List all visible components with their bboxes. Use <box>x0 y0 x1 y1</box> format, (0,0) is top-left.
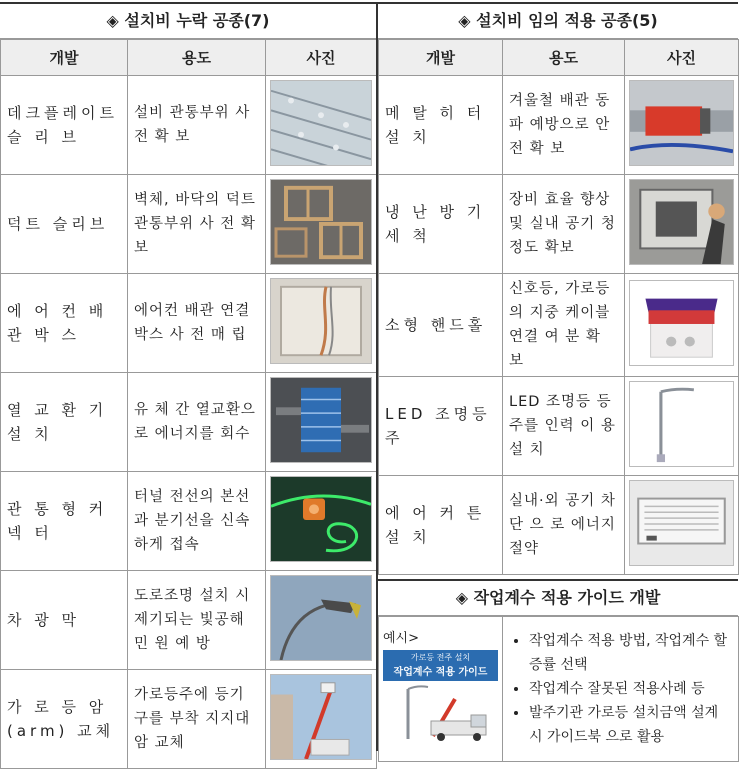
panel-divider <box>376 2 378 751</box>
handhole-photo <box>629 280 734 366</box>
use-cell: 장비 효율 향상 및 실내 공기 청정도 확보 <box>503 175 625 274</box>
photo-cell <box>266 472 377 571</box>
dev-cell: 가 로 등 암(arm) 교체 <box>1 670 128 769</box>
table-row <box>1 373 377 472</box>
table-row <box>379 76 739 175</box>
guide-bullet-list <box>511 629 730 749</box>
dev-cell: 냉 난 방 기 세 척 <box>379 175 503 274</box>
photo-cell <box>625 175 739 274</box>
photo-cell <box>266 76 377 175</box>
guide-illustration <box>383 681 499 743</box>
arm-replace-photo <box>270 674 372 760</box>
table-row <box>1 472 377 571</box>
col-header-use: 용도 <box>503 40 625 76</box>
photo-cell <box>625 76 739 175</box>
col-header-photo: 사진 <box>625 40 739 76</box>
col-header-dev: 개발 <box>379 40 503 76</box>
use-cell: 도로조명 설치 시 제기되는 빛공해 민 원 예 방 <box>128 571 266 670</box>
table-row <box>379 274 739 377</box>
use-cell: 에어컨 배관 연결 박스 사 전 매 립 <box>128 274 266 373</box>
right-panel-title: ◈ 설치비 임의 적용 공종(5) <box>378 4 738 39</box>
photo-cell <box>266 175 377 274</box>
guide-section <box>378 579 738 762</box>
example-label: 예시> <box>383 631 420 646</box>
aircon-cleaning-photo <box>629 179 734 265</box>
use-cell: 신호등, 가로등의 지중 케이블 연결 여 분 확 보 <box>503 274 625 377</box>
dev-cell: LED 조명등주 <box>379 377 503 476</box>
dev-cell: 관 통 형 커 넥 터 <box>1 472 128 571</box>
air-curtain-photo <box>629 480 734 566</box>
guide-title: ◈ 작업계수 적용 가이드 개발 <box>378 581 738 616</box>
table-row <box>379 175 739 274</box>
light-shield-photo <box>270 575 372 661</box>
aircon-box-photo <box>270 278 372 364</box>
guide-book <box>383 650 498 681</box>
table-row <box>379 476 739 575</box>
use-cell: 설비 관통부위 사 전 확 보 <box>128 76 266 175</box>
guide-example-cell <box>379 617 503 762</box>
col-header-use: 용도 <box>128 40 266 76</box>
photo-cell <box>625 274 739 377</box>
photo-cell <box>266 274 377 373</box>
metal-heater-photo <box>629 80 734 166</box>
left-panel <box>0 2 376 769</box>
dev-cell: 소형 핸드홀 <box>379 274 503 377</box>
use-cell: 터널 전선의 본선과 분기선을 신속하게 접속 <box>128 472 266 571</box>
heat-exchanger-photo <box>270 377 372 463</box>
col-header-dev: 개발 <box>1 40 128 76</box>
use-cell: 가로등주에 등기구를 부착 지지대 암 교체 <box>128 670 266 769</box>
guide-table <box>378 616 739 762</box>
connector-photo <box>270 476 372 562</box>
use-cell: 유 체 간 열교환으로 에너지를 회수 <box>128 373 266 472</box>
dev-cell: 에 어 컨 배 관 박 스 <box>1 274 128 373</box>
photo-cell <box>266 571 377 670</box>
guide-bullet: • 발주기관 가로등 설치금액 설계시 가이드북 으로 활용 <box>529 701 730 749</box>
photo-cell <box>625 377 739 476</box>
right-panel <box>378 2 738 762</box>
use-cell: 실내·외 공기 차 단 으 로 에너지 절약 <box>503 476 625 575</box>
led-pole-photo <box>629 381 734 467</box>
dev-cell: 열 교 환 기 설 치 <box>1 373 128 472</box>
table-row <box>1 571 377 670</box>
table-row <box>1 274 377 373</box>
table-row <box>1 670 377 769</box>
dev-cell: 에 어 커 튼 설 치 <box>379 476 503 575</box>
table-row <box>1 175 377 274</box>
table-row <box>1 76 377 175</box>
use-cell: 겨울철 배관 동파 예방으로 안 전 확 보 <box>503 76 625 175</box>
left-table <box>0 39 377 769</box>
guide-bullet: • 작업계수 잘못된 적용사례 등 <box>529 677 730 701</box>
book-small-text: 가로등 전주 설치 <box>410 653 471 662</box>
photo-cell <box>266 670 377 769</box>
right-table <box>378 39 739 575</box>
use-cell: LED 조명등 등주를 인력 이 용 설 치 <box>503 377 625 476</box>
duct-sleeve-photo <box>270 179 372 265</box>
dev-cell: 차 광 막 <box>1 571 128 670</box>
guide-bullets-cell <box>503 617 739 762</box>
deck-sleeve-photo <box>270 80 372 166</box>
dev-cell: 메 탈 히 터 설 치 <box>379 76 503 175</box>
book-title-text: 작업계수 적용 가이드 <box>393 667 488 678</box>
use-cell: 벽체, 바닥의 덕트 관통부위 사 전 확 보 <box>128 175 266 274</box>
col-header-photo: 사진 <box>266 40 377 76</box>
photo-cell <box>625 476 739 575</box>
left-panel-title: ◈ 설치비 누락 공종(7) <box>0 4 376 39</box>
photo-cell <box>266 373 377 472</box>
dev-cell: 데크플레이트 슬 리 브 <box>1 76 128 175</box>
guide-bullet: • 작업계수 적용 방법, 작업계수 할증률 선택 <box>529 629 730 677</box>
dev-cell: 덕트 슬리브 <box>1 175 128 274</box>
table-row <box>379 377 739 476</box>
